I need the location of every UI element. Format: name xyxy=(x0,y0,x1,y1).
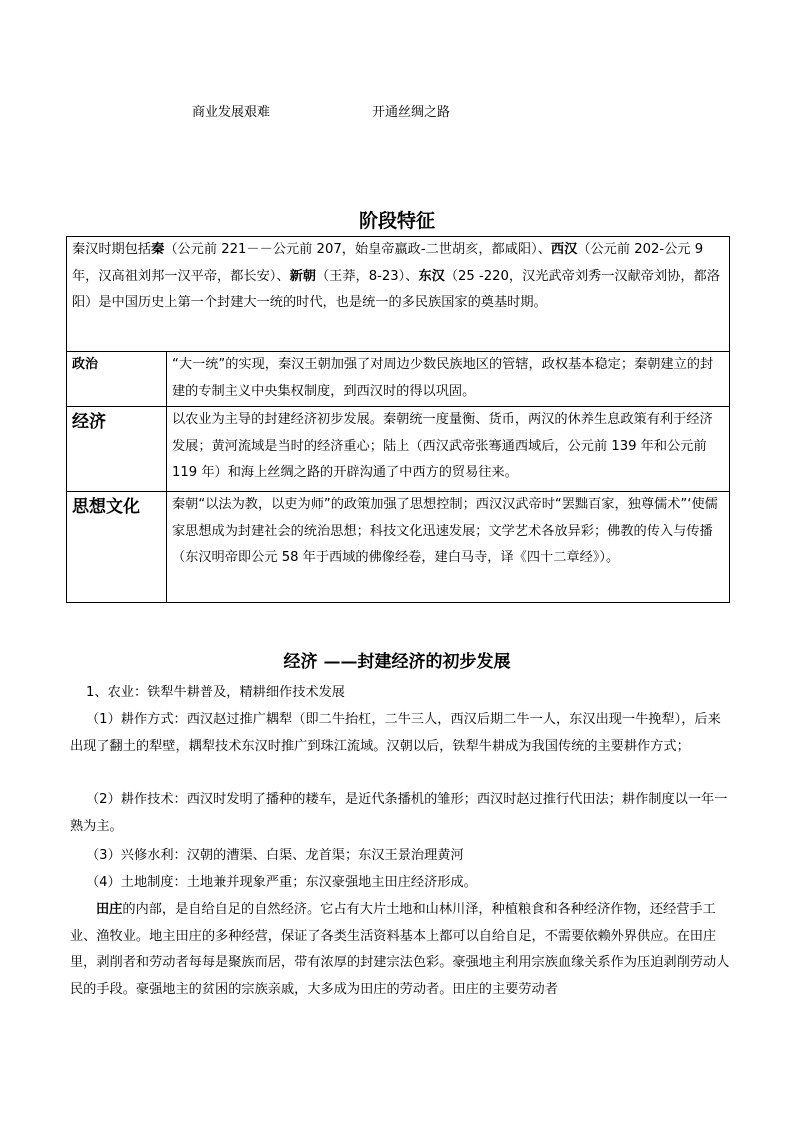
culture-text: 秦朝“以法为教，以吏为师”的政策加强了思想控制；西汉汉武帝时“罢黜百家，独尊儒术”‘使儒家思想成为封建社会的统治思想；科技文化迅速发展；文学艺术各放异彩；佛教的传入与传播（东汉明帝即公元 58 年于西域的佛像经卷，建白马寺，译《四十二章经》）。 xyxy=(167,492,730,603)
manor-keyword: 田庄 xyxy=(96,902,123,917)
paragraph-manor xyxy=(70,897,734,1003)
intro-text: 秦汉时期包括 xyxy=(72,242,152,257)
table-row-economy xyxy=(67,407,730,492)
paragraph-land-system: （4）土地制度：土地兼并现象严重；东汉豪强地主田庄经济形成。 xyxy=(86,875,477,890)
top-left-text: 商业发展艰难 xyxy=(192,105,271,120)
stage-title: 阶段特征 xyxy=(358,210,435,232)
politics-text: “大一统”的实现，秦汉王朝加强了对周边少数民族地区的管辖，政权基本稳定；秦朝建立的封建的专制主义中央集权制度，到西汉时的得以巩固。 xyxy=(167,352,730,407)
economy-text: 以农业为主导的封建经济初步发展。秦朝统一度量衡、货币，两汉的休养生息政策有利于经济发展；黄河流域是当时的经济重心；陆上（西汉武帝张骞通西域后，公元前 139 年和公元前 119 年）和海上丝绸之路的开辟沟通了中西方的贸易往来。 xyxy=(167,407,730,492)
table-row-culture xyxy=(67,492,730,603)
economy-label: 经济 xyxy=(67,407,167,492)
culture-label: 思想文化 xyxy=(67,492,167,603)
intro-donghan: 东汉 xyxy=(418,268,445,284)
top-right-text: 开通丝绸之路 xyxy=(372,105,451,120)
economy-section-title: 经济 ——封建经济的初步发展 xyxy=(283,652,511,672)
intro-text: （公元前 221－－公元前 207，始皇帝嬴政-二世胡亥，都咸阳）、 xyxy=(164,242,551,257)
politics-label: 政治 xyxy=(67,352,167,407)
intro-text: （25 -220，汉光武帝刘秀一汉献帝刘协，都洛阳）是中国历史上第一个封建大一统的时代，也是统一的多民族国家的奠基时期。 xyxy=(72,268,720,310)
paragraph-farming-technique: （2）耕作技术：西汉时发明了播种的耧车，是近代条播机的雏形；西汉时赵过推行代田法；耕作制度以一年一熟为主。 xyxy=(70,792,728,834)
table-row-intro xyxy=(67,237,730,352)
table-row-politics xyxy=(67,352,730,407)
paragraph-irrigation: （3）兴修水利：汉朝的漕渠、白渠、龙首渠；东汉王景治理黄河 xyxy=(86,848,464,863)
paragraph-farming-method: （1）耕作方式：西汉赵过推广耦犁（即二牛抬杠，二牛三人，西汉后期二牛一人，东汉出现一牛挽犁），后来出现了翻土的犁壁，耦犁技术东汉时推广到珠江流域。汉朝以后，铁犁牛耕成为我国传统的主要耕作方式； xyxy=(70,712,721,754)
intro-cell xyxy=(67,237,730,352)
manor-text: 的内部，是自给自足的自然经济。它占有大片土地和山林川泽，种植粮食和各种经济作物，还经营手工业、渔牧业。地主田庄的多种经营，保证了各类生活资料基本上都可以自给自足，不需要依赖外界供应。在田庄里，剥削者和劳动者每每是聚族而居，带有浓厚的封建宗法色彩。豪强地主利用宗族血缘关系作为压迫剥削劳动人民的手段。豪强地主的贫困的宗族亲戚，大多成为田庄的劳动者。田庄的主要劳动者 xyxy=(70,902,730,997)
intro-xinchao: 新朝 xyxy=(289,268,316,284)
stage-features-table xyxy=(66,236,730,603)
intro-text: （王莽，8-23）、 xyxy=(315,268,419,284)
intro-xihan: 西汉 xyxy=(550,242,578,257)
intro-qin: 秦 xyxy=(151,242,165,257)
agriculture-heading: 1、农业：铁犁牛耕普及，精耕细作技术发展 xyxy=(86,685,345,700)
intro-text: （公元前 202-公元 9 年，汉高祖刘邦一汉平帝，都长安）、 xyxy=(72,242,704,284)
